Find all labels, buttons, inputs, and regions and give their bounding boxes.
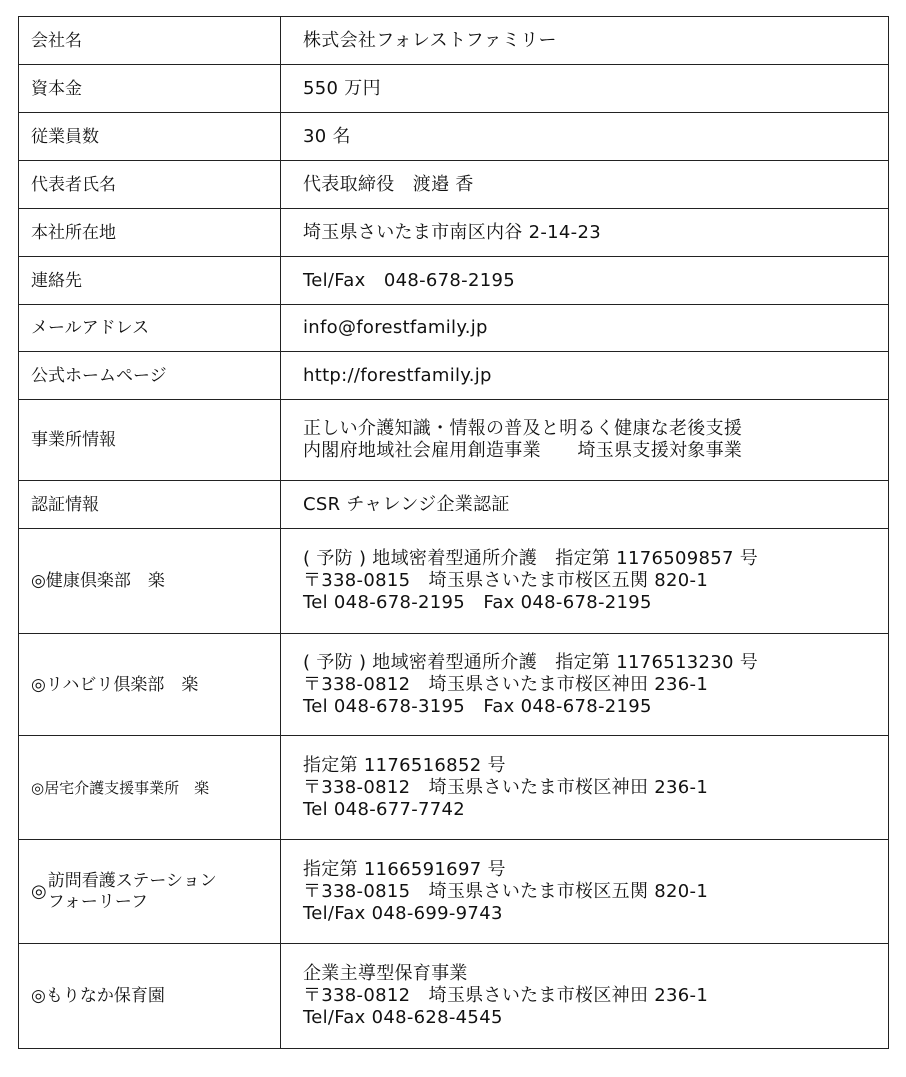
table-row: [19, 400, 889, 481]
value-line: Tel 048-678-3195 Fax 048-678-2195: [303, 695, 652, 717]
table-row: [19, 257, 889, 305]
table-row: [19, 529, 889, 634]
row-label: 会社名: [19, 17, 281, 65]
value-line: 〒338-0812 埼玉県さいたま市桜区神田 236-1: [303, 673, 709, 695]
row-value: [281, 736, 889, 840]
row-label: [19, 840, 281, 944]
row-value: [281, 209, 889, 257]
row-value: [281, 634, 889, 736]
table-row: [19, 352, 889, 400]
row-value: [281, 529, 889, 634]
row-value: [281, 113, 889, 161]
row-label: 事業所情報: [19, 400, 281, 481]
value-line: 〒338-0812 埼玉県さいたま市桜区神田 236-1: [303, 776, 709, 798]
row-label: 認証情報: [19, 481, 281, 529]
two-line-label: [31, 871, 217, 913]
table-row: [19, 481, 889, 529]
circle-mark: ◎: [31, 880, 47, 902]
row-value: [281, 400, 889, 481]
row-value: [281, 65, 889, 113]
row-label: 代表者氏名: [19, 161, 281, 209]
value-line: Tel/Fax 048-628-4545: [303, 1007, 503, 1028]
value-line: 550 万円: [303, 77, 381, 99]
company-info-table: [18, 16, 889, 1049]
row-value: [281, 17, 889, 65]
row-label: 資本金: [19, 65, 281, 113]
row-value: [281, 305, 889, 352]
row-label: 連絡先: [19, 257, 281, 305]
table-row: [19, 161, 889, 209]
label-stack: [48, 871, 217, 913]
value-line: Tel/Fax 048-699-9743: [303, 902, 503, 924]
value-line: 企業主導型保育事業: [303, 963, 468, 984]
row-label: ◎居宅介護支援事業所 楽: [19, 736, 281, 840]
row-label: ◎リハビリ倶楽部 楽: [19, 634, 281, 736]
value-line: 指定第 1176516852 号: [303, 754, 506, 776]
table-row: [19, 209, 889, 257]
table-row: [19, 65, 889, 113]
table-row: [19, 840, 889, 944]
table-row: [19, 113, 889, 161]
value-line: Tel 048-677-7742: [303, 798, 466, 820]
value-line: 代表取締役 渡邉 香: [303, 173, 474, 195]
value-line: Tel 048-678-2195 Fax 048-678-2195: [303, 592, 652, 613]
value-line: ( 予防 ) 地域密着型通所介護 指定第 1176509857 号: [303, 548, 759, 569]
row-label: 公式ホームページ: [19, 352, 281, 400]
value-line: 〒338-0815 埼玉県さいたま市桜区五関 820-1: [303, 570, 709, 591]
value-line: 正しい介護知識・情報の普及と明るく健康な老後支援: [303, 418, 743, 439]
website-value: http://forestfamily.jp: [303, 364, 492, 386]
value-line: 〒338-0815 埼玉県さいたま市桜区五関 820-1: [303, 880, 709, 902]
table-row: [19, 17, 889, 65]
row-value: [281, 257, 889, 305]
label-line: フォーリーフ: [47, 891, 149, 912]
value-line: 埼玉県さいたま市南区内谷 2-14-23: [303, 221, 601, 243]
row-label: 本社所在地: [19, 209, 281, 257]
row-label: 従業員数: [19, 113, 281, 161]
row-value: [281, 944, 889, 1049]
row-value: [281, 481, 889, 529]
row-label: ◎健康倶楽部 楽: [19, 529, 281, 634]
row-value: [281, 161, 889, 209]
row-label: メールアドレス: [19, 305, 281, 352]
value-line: CSR チャレンジ企業認証: [303, 493, 510, 515]
table-row: [19, 634, 889, 736]
row-value: [281, 840, 889, 944]
table-row: [19, 305, 889, 352]
row-value: [281, 352, 889, 400]
value-line: 〒338-0812 埼玉県さいたま市桜区神田 236-1: [303, 985, 709, 1006]
table-row: [19, 736, 889, 840]
email-value: info@forestfamily.jp: [303, 317, 488, 338]
value-line: 30 名: [303, 125, 351, 147]
value-line: Tel/Fax 048-678-2195: [303, 269, 515, 291]
value-line: 株式会社フォレストファミリー: [303, 29, 557, 51]
value-line: ( 予防 ) 地域密着型通所介護 指定第 1176513230 号: [303, 651, 759, 673]
row-label: ◎もりなか保育園: [19, 944, 281, 1049]
table-row: [19, 944, 889, 1049]
value-line: 内閣府地域社会雇用創造事業 埼玉県支援対象事業: [303, 440, 743, 461]
value-line: 指定第 1166591697 号: [303, 858, 506, 880]
label-line: 訪問看護ステーション: [47, 870, 217, 891]
